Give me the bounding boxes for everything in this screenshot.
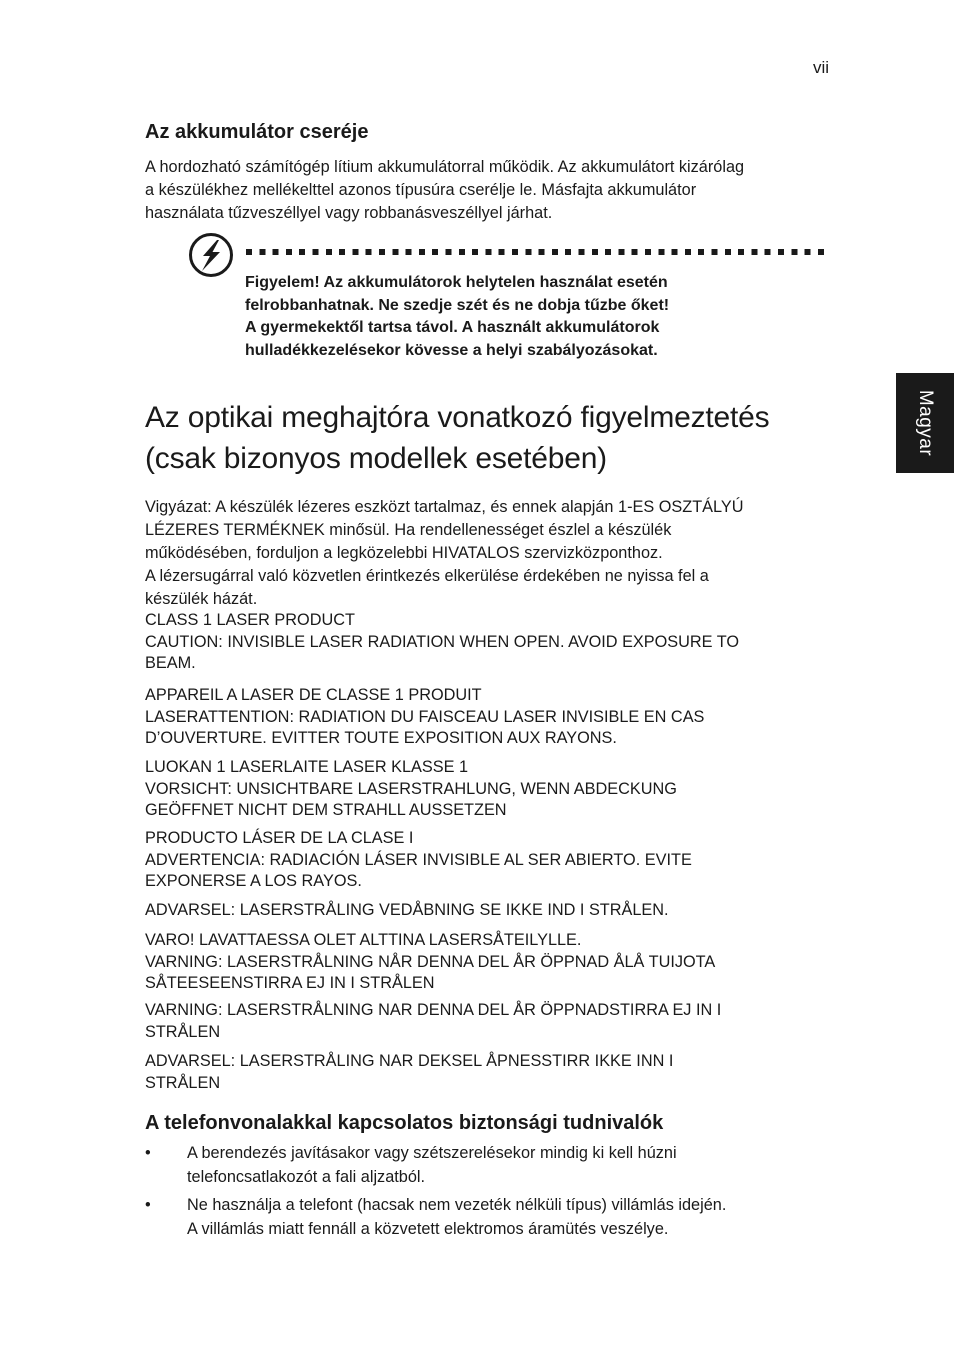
phone-heading: A telefonvonalakkal kapcsolatos biztonsági tudnivalók — [145, 1112, 664, 1134]
laser-block — [145, 900, 845, 922]
text-line: VARO! LAVATTAESSA OLET ALTTINA LASERSÅTEILYLLE. — [145, 931, 582, 949]
text-line: CAUTION: INVISIBLE LASER RADIATION WHEN OPEN. AVOID EXPOSURE TO — [145, 632, 740, 651]
text-line: telefoncsatlakozót a fali aljzatból. — [187, 1168, 426, 1186]
laser-block — [145, 930, 845, 995]
list-item — [145, 1193, 845, 1241]
text-line: PRODUCTO LÁSER DE LA CLASE I — [145, 829, 414, 847]
warning-line: A gyermekektől tartsa távol. A használt akkumulátorok — [245, 319, 660, 336]
language-tab — [896, 373, 954, 473]
text-line: VORSICHT: UNSICHTBARE LASERSTRAHLUNG, WENN ABDECKUNG — [145, 779, 677, 798]
text-line: BEAM. — [145, 654, 196, 672]
text-line: STRÅLEN — [145, 1022, 221, 1041]
text-line: készülék házát. — [145, 590, 258, 608]
text-line: A hordozható számítógép lítium akkumulátorral működik. Az akkumulátort kizárólag — [145, 158, 745, 176]
text-line: ADVERTENCIA: RADIACIÓN LÁSER INVISIBLE AL SER ABIERTO. EVITE — [145, 850, 692, 869]
warning-line: felrobbanhatnak. Ne szedje szét és ne dobja tűzbe őket! — [245, 296, 670, 314]
optical-section — [145, 397, 845, 611]
bullet-icon: • — [145, 1144, 151, 1162]
text-line: D’OUVERTURE. EVITTER TOUTE EXPOSITION AUX RAYONS. — [145, 729, 617, 747]
phone-section — [145, 1110, 845, 1245]
battery-warning — [245, 272, 805, 362]
text-line: a készülékhez mellékelttel azonos típusúra cserélje le. Másfajta akkumulátor — [145, 181, 697, 199]
bullet-icon: • — [145, 1196, 151, 1214]
laser-block — [145, 1000, 845, 1043]
text-line: A villámlás miatt fennáll a közvetett elektromos áramütés veszélye. — [187, 1220, 669, 1238]
text-line: LASERATTENTION: RADIATION DU FAISCEAU LASER INVISIBLE EN CAS — [145, 707, 705, 726]
text-line: STRÅLEN — [145, 1073, 221, 1092]
battery-section — [145, 119, 835, 225]
battery-body — [145, 156, 835, 225]
language-tab-label: Magyar — [915, 389, 936, 457]
text-line: SÅTEESEENSTIRRA EJ IN I STRÅLEN — [145, 974, 435, 992]
text-line: ADVARSEL: LASERSTRÅLING NAR DEKSEL ÅPNESSTIRR IKKE INN I — [145, 1052, 674, 1070]
optical-title — [145, 397, 845, 479]
title-line: Az optikai meghajtóra vonatkozó figyelmeztetés — [145, 401, 770, 434]
optical-intro — [145, 496, 845, 611]
text-line: LUOKAN 1 LASERLAITE LASER KLASSE 1 — [145, 758, 469, 776]
list-item — [145, 1141, 845, 1189]
text-line: A lézersugárral való közvetlen érintkezés elkerülése érdekében ne nyissa fel a — [145, 567, 709, 585]
laser-block — [145, 757, 845, 822]
page-number: vii — [812, 58, 829, 77]
laser-block — [145, 1051, 845, 1094]
text-line: VARNING: LASERSTRÅLNING NÅR DENNA DEL ÅR ÖPPNAD ÅLÅ TUIJOTA — [145, 952, 716, 971]
text-line: A berendezés javításakor vagy szétszerelésekor mindig ki kell húzni — [187, 1144, 677, 1162]
lightning-warning-icon — [188, 232, 234, 278]
warning-line: Figyelem! Az akkumulátorok helytelen használat esetén — [245, 274, 668, 291]
text-line: Ne használja a telefont (hacsak nem vezeték nélküli típus) villámlás idején. — [187, 1196, 727, 1214]
battery-heading: Az akkumulátor cseréje — [145, 121, 369, 143]
text-line: APPAREIL A LASER DE CLASSE 1 PRODUIT — [145, 686, 482, 704]
text-line: Vigyázat: A készülék lézeres eszközt tartalmaz, és ennek alapján 1-ES OSZTÁLYÚ — [145, 498, 744, 516]
text-line: LÉZERES TERMÉKNEK minősül. Ha rendellenességet észlel a készülék — [145, 521, 672, 539]
text-line: működésében, forduljon a legközelebbi HIVATALOS szervizközponthoz. — [145, 544, 663, 562]
text-line: EXPONERSE A LOS RAYOS. — [145, 872, 362, 890]
text-line: VARNING: LASERSTRÅLNING NAR DENNA DEL ÅR ÖPPNADSTIRRA EJ IN I — [145, 1001, 722, 1019]
warning-divider — [246, 249, 830, 255]
laser-block — [145, 828, 845, 893]
text-line: CLASS 1 LASER PRODUCT — [145, 611, 355, 629]
laser-block — [145, 685, 845, 750]
laser-block — [145, 610, 845, 675]
title-line: (csak bizonyos modellek esetében) — [145, 442, 607, 475]
phone-list — [145, 1141, 845, 1241]
text-line: ADVARSEL: LASERSTRÅLING VEDÅBNING SE IKKE IND I STRÅLEN. — [145, 901, 669, 919]
text-line: használata tűzveszéllyel vagy robbanásveszéllyel járhat. — [145, 204, 553, 222]
text-line: GEÖFFNET NICHT DEM STRAHLL AUSSETZEN — [145, 801, 507, 819]
warning-line: hulladékkezelésekor kövesse a helyi szabályozásokat. — [245, 341, 658, 359]
